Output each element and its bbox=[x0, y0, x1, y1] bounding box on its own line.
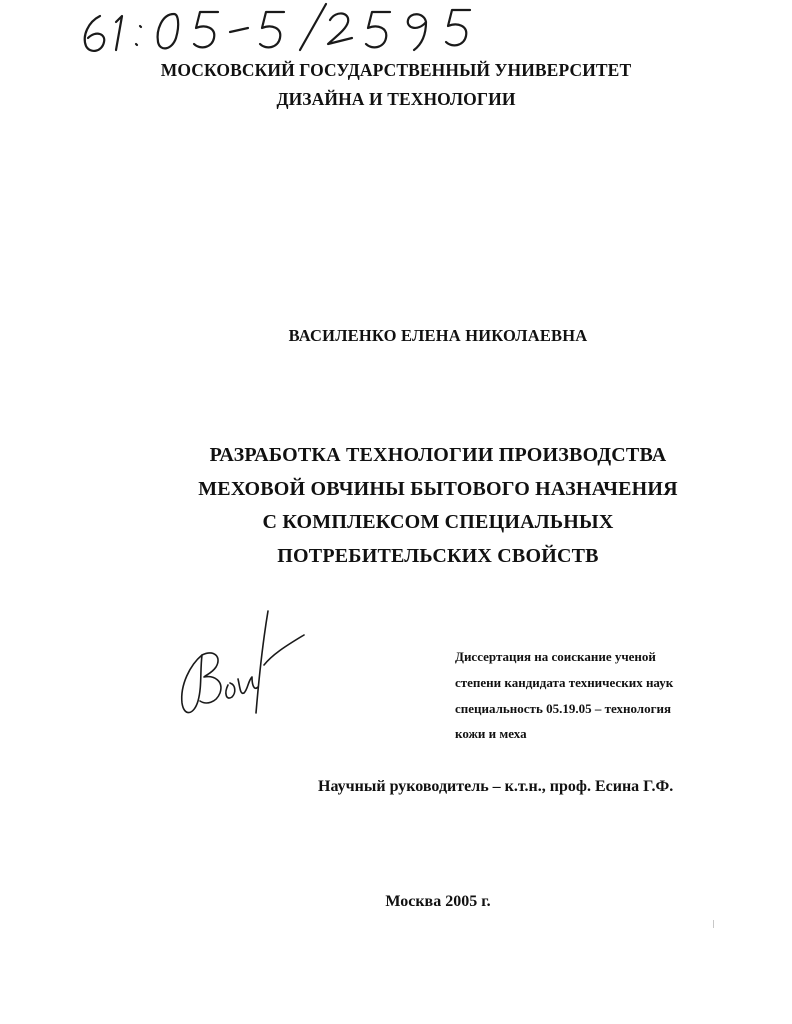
thesis-title-line-4: ПОТРЕБИТЕЛЬСКИХ СВОЙСТВ bbox=[277, 545, 599, 567]
thesis-title-line-2: МЕХОВОЙ ОВЧИНЫ БЫТОВОГО НАЗНАЧЕНИЯ bbox=[198, 478, 678, 500]
scan-artifact bbox=[713, 920, 714, 928]
dissertation-info-line-4: кожи и меха bbox=[455, 726, 527, 741]
handwritten-archive-code bbox=[78, 0, 478, 60]
dissertation-info-line-2: степени кандидата технических наук bbox=[455, 675, 674, 690]
scientific-supervisor: Научный руководитель – к.т.н., проф. Есина Г.Ф. bbox=[318, 778, 674, 795]
handwritten-signature bbox=[172, 605, 312, 725]
thesis-title-line-1: РАЗРАБОТКА ТЕХНОЛОГИИ ПРОИЗВОДСТВА bbox=[209, 444, 667, 466]
university-name-line-2: ДИЗАЙНА И ТЕХНОЛОГИИ bbox=[276, 89, 516, 109]
author-name: ВАСИЛЕНКО ЕЛЕНА НИКОЛАЕВНА bbox=[288, 326, 588, 345]
thesis-title-line-3: С КОМПЛЕКСОМ СПЕЦИАЛЬНЫХ bbox=[262, 511, 614, 533]
dissertation-info-line-1: Диссертация на соискание ученой bbox=[455, 649, 656, 664]
city-and-year: Москва 2005 г. bbox=[385, 893, 491, 910]
dissertation-info-line-3: специальность 05.19.05 – технология bbox=[455, 701, 671, 716]
university-name-line-1: МОСКОВСКИЙ ГОСУДАРСТВЕННЫЙ УНИВЕРСИТЕТ bbox=[160, 60, 632, 80]
